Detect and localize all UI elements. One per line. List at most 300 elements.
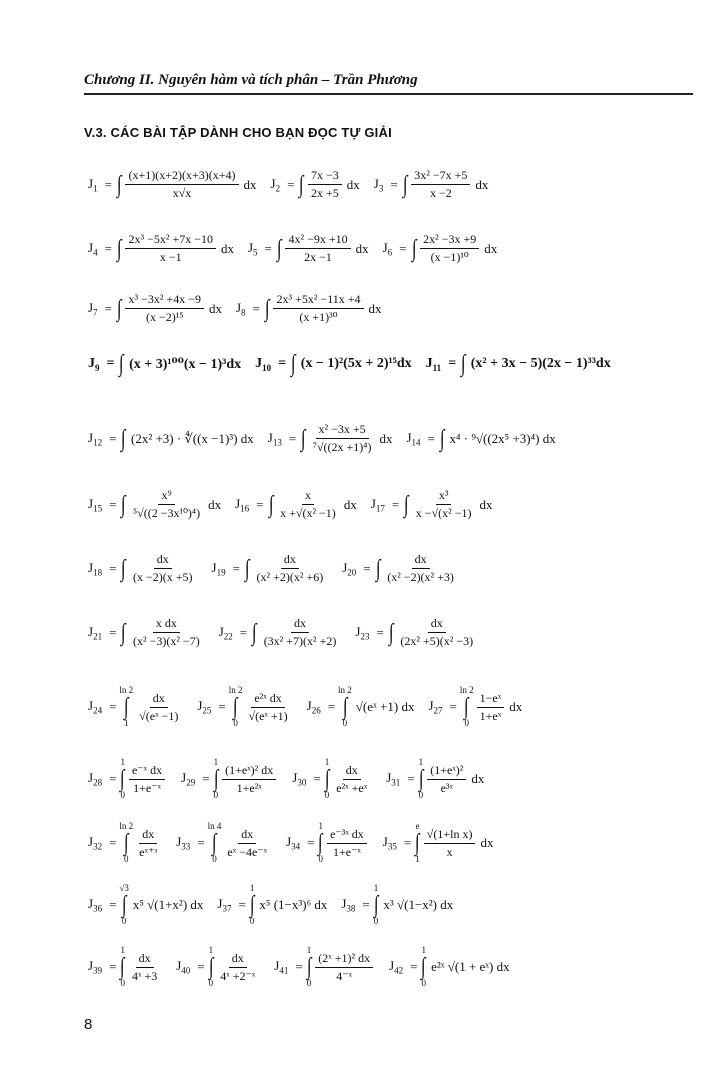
integrand: x³ √(1−x²) dx (383, 897, 454, 912)
equals-sign: = (109, 897, 117, 912)
exercise-row (88, 822, 698, 864)
fraction (285, 232, 350, 265)
lower-limit: 0 (324, 790, 330, 800)
exercise-row (88, 232, 698, 265)
integral-index: 1 (93, 183, 98, 194)
integral-index: 3 (378, 183, 384, 194)
numerator: e⁻ˣ dx (129, 763, 165, 780)
denominator: (x +1)³⁰ (299, 310, 338, 324)
fraction (217, 951, 258, 984)
denominator: e³ˣ (440, 780, 453, 795)
integral-label: $J_{39}$ (88, 958, 103, 976)
integral-label: $J_{19}$ (211, 559, 226, 578)
exercise-row (88, 946, 698, 988)
integral-label: $J_{20}$ (342, 559, 357, 578)
equals-sign: = (410, 959, 418, 974)
integrand: dx (355, 240, 369, 256)
numerator: dx (412, 552, 430, 569)
integral-item (88, 232, 234, 265)
integral-label: $J_7$ (88, 299, 98, 318)
integral-index: 42 (394, 965, 404, 976)
integral-item (219, 616, 342, 649)
upper-limit: 1 (421, 945, 427, 955)
integral-sign: ∫ (318, 830, 324, 856)
integral-index: 33 (181, 841, 191, 852)
fraction (129, 763, 165, 796)
upper-limit: ln 2 (338, 685, 352, 695)
fraction (125, 168, 238, 201)
integral-sign: ∫ (252, 619, 257, 646)
integral-index: 27 (433, 705, 443, 716)
equals-sign: = (407, 771, 415, 786)
integral-label: $J_2$ (270, 175, 281, 194)
fraction (411, 168, 470, 201)
integral-limits (420, 946, 427, 988)
integral-sign: ∫ (208, 954, 214, 980)
numerator: 2x² −3x +9 (420, 232, 479, 249)
integrand: dx (243, 176, 257, 192)
integrand: (x − 1)²(5x + 2)¹⁵dx (300, 356, 412, 371)
equals-sign: = (252, 300, 260, 316)
upper-limit: 1 (213, 757, 219, 767)
integral-index: 6 (387, 247, 393, 258)
denominator: (2x² +5)(x² −3) (400, 634, 474, 648)
numerator: dx (291, 616, 309, 633)
integral-label: $J_{25}$ (197, 698, 212, 716)
integrand: x⁴ · ⁹√((2x⁵ +3)⁴) dx (449, 430, 556, 446)
exercise-row (88, 552, 698, 585)
equals-sign: = (288, 430, 297, 446)
equals-sign: = (202, 771, 210, 786)
numerator: 7x −3 (308, 168, 342, 185)
integral-item (341, 884, 453, 926)
integrand: dx (475, 176, 489, 192)
denominator: 4ˣ +2⁻ˣ (220, 968, 256, 983)
fraction (136, 691, 181, 724)
integrand: dx (509, 699, 523, 714)
integral-sign: ∫ (324, 766, 330, 792)
integral-item (88, 686, 183, 728)
integral-item (383, 822, 494, 864)
integrand: dx (343, 496, 357, 512)
fraction (273, 292, 363, 325)
fraction (245, 691, 290, 724)
integral-item (426, 352, 611, 376)
integrand: dx (208, 300, 222, 316)
equals-sign: = (313, 771, 321, 786)
equals-sign: = (327, 699, 336, 714)
exercise-row (88, 168, 698, 201)
equals-sign: = (448, 356, 457, 371)
numerator: e⁻³ˣ dx (327, 827, 367, 844)
integral-sign: ∫ (116, 171, 122, 198)
numerator: dx (229, 951, 247, 968)
fraction (130, 616, 203, 649)
denominator: x +√(x² −1) (280, 506, 336, 520)
equals-sign: = (109, 835, 117, 850)
equals-sign: = (109, 959, 117, 974)
exercise-row (88, 292, 698, 325)
fraction (397, 616, 476, 649)
integral-index: 16 (240, 503, 250, 514)
upper-limit: ln 2 (459, 685, 474, 695)
integral-item (88, 884, 203, 926)
equals-sign: = (287, 176, 295, 192)
numerator: dx (139, 827, 157, 844)
integral-sign: ∫ (301, 425, 306, 452)
equals-sign: = (403, 835, 412, 850)
denominator: x −2 (429, 186, 452, 200)
integral-label: $J_1$ (88, 175, 98, 194)
lower-limit: 0 (421, 978, 427, 988)
integral-item (268, 422, 393, 455)
integral-limits (119, 686, 133, 728)
integral-index: 28 (93, 777, 103, 788)
integral-sign: ∫ (291, 351, 296, 377)
fraction (224, 827, 270, 860)
integral-index: 15 (93, 503, 103, 514)
integral-limits (460, 686, 474, 728)
denominator: √(eˣ −1) (139, 708, 179, 723)
integral-label: $J_{26}$ (306, 698, 321, 716)
integrand: dx (471, 771, 485, 786)
integrand: dx (379, 430, 393, 446)
integral-item (88, 946, 162, 988)
integral-item (217, 884, 327, 926)
integral-item (88, 168, 257, 201)
fraction (130, 552, 196, 585)
denominator: √(eˣ +1) (248, 708, 288, 723)
denominator: eˣ⁺ᶟ (139, 844, 158, 859)
denominator: ⁵√((2 −3x¹⁰)⁴) (132, 506, 201, 520)
integral-item (406, 427, 555, 451)
integral-limits (208, 946, 215, 988)
equals-sign: = (109, 771, 117, 786)
integral-item (197, 686, 292, 728)
integrand: dx (368, 300, 382, 316)
integral-item (212, 552, 329, 585)
equals-sign: = (295, 959, 303, 974)
denominator: (x −1)¹⁰ (430, 250, 469, 264)
upper-limit: 1 (120, 757, 125, 767)
integral-item (88, 292, 222, 325)
upper-limit: 1 (306, 945, 312, 955)
denominator: (3x² +7)(x² +2) (263, 634, 337, 648)
integral-item (176, 822, 272, 864)
numerator: dx (136, 951, 154, 968)
upper-limit: e (415, 821, 420, 831)
equals-sign: = (197, 835, 205, 850)
integral-item (374, 168, 489, 201)
denominator: (x² −3)(x² −7) (132, 634, 200, 648)
integral-limits (324, 758, 331, 800)
exercise-row (88, 616, 698, 649)
lower-limit: 0 (373, 916, 379, 926)
denominator: 4ˣ +3 (131, 968, 158, 983)
integral-item (271, 168, 360, 201)
equals-sign: = (109, 560, 117, 576)
integral-label: $J_4$ (88, 239, 98, 258)
upper-limit: 1 (318, 821, 324, 831)
integrand: x⁵ (1−x³)⁶ dx (259, 897, 328, 912)
integral-index: 17 (375, 503, 385, 514)
integral-label: $J_{33}$ (176, 834, 191, 852)
equals-sign: = (278, 356, 287, 371)
integral-sign: ∫ (213, 766, 219, 792)
equals-sign: = (238, 897, 246, 912)
integral-sign: ∫ (249, 892, 255, 918)
fraction (254, 552, 327, 585)
numerator: (x+1)(x+2)(x+3)(x+4) (125, 168, 238, 185)
integral-sign: ∫ (121, 491, 126, 518)
numerator: x⁹ (158, 488, 174, 505)
integrand: √(eˣ +1) dx (355, 699, 415, 714)
lower-limit: 0 (208, 978, 214, 988)
integral-label: $J_5$ (247, 239, 258, 258)
integral-label: $J_8$ (235, 299, 246, 318)
integral-index: 36 (93, 903, 103, 914)
lower-limit: 0 (464, 718, 469, 728)
integral-index: 2 (275, 183, 281, 194)
integral-sign: ∫ (415, 830, 420, 856)
integral-limits (338, 686, 352, 728)
lower-limit: 0 (121, 916, 127, 926)
integral-label: $J_{38}$ (341, 896, 356, 914)
integrand: dx (346, 176, 360, 192)
denominator: (x² +2)(x² +6) (256, 570, 324, 584)
integrand: (x² + 3x − 5)(2x − 1)³³dx (470, 356, 611, 371)
integrand: dx (208, 496, 222, 512)
integral-item (383, 232, 498, 265)
denominator: 1+e²ˣ (236, 780, 262, 795)
integral-index: 12 (93, 437, 103, 448)
equals-sign: = (197, 959, 205, 974)
equals-sign: = (104, 176, 112, 192)
integral-item (307, 686, 415, 728)
integral-label: $J_{21}$ (88, 623, 103, 642)
lower-limit: 0 (213, 790, 219, 800)
numerator: dx (238, 827, 256, 844)
equals-sign: = (449, 699, 457, 714)
denominator: 1+eˣ (479, 708, 502, 723)
integral-index: 5 (253, 247, 258, 258)
integral-index: 25 (202, 705, 212, 716)
integral-index: 32 (93, 841, 103, 852)
integral-index: 19 (216, 567, 226, 578)
integral-item (88, 616, 205, 649)
integrand: (x + 3)¹⁰⁰(x − 1)³dx (129, 356, 242, 372)
integral-sign: ∫ (120, 766, 125, 792)
lower-limit: 1 (124, 718, 129, 728)
denominator: x −1 (159, 250, 182, 264)
integral-sign: ∫ (388, 619, 394, 646)
denominator: x√x (172, 186, 192, 200)
denominator: x (446, 844, 453, 859)
upper-limit: 1 (324, 757, 330, 767)
fraction (308, 168, 342, 201)
denominator: 2x −1 (304, 250, 332, 264)
integral-limits (119, 946, 126, 988)
equals-sign: = (363, 560, 371, 576)
integral-sign: ∫ (299, 171, 305, 198)
integral-label: $J_{41}$ (274, 958, 289, 976)
integral-index: 10 (262, 362, 272, 373)
integral-index: 34 (291, 841, 301, 852)
integral-index: 39 (93, 965, 103, 976)
fraction (136, 827, 160, 860)
fraction (277, 488, 339, 521)
integral-sign: ∫ (121, 892, 127, 918)
lower-limit: 0 (212, 854, 217, 864)
integrand: e²ˣ √(1 + eˣ) dx (431, 959, 510, 974)
integral-item (88, 488, 221, 521)
denominator: 1+e⁻ˣ (332, 844, 361, 859)
integral-index: 21 (93, 631, 103, 642)
integral-item (176, 946, 260, 988)
equals-sign: = (390, 176, 398, 192)
integral-label: $J_{14}$ (406, 429, 421, 448)
integral-index: 41 (279, 965, 289, 976)
upper-limit: ln 2 (119, 685, 134, 695)
integral-limits (119, 758, 126, 800)
denominator: 2x +5 (311, 186, 339, 200)
equals-sign: = (256, 496, 264, 512)
numerator: 3x² −7x +5 (411, 168, 470, 185)
integral-sign: ∫ (244, 555, 250, 582)
integral-label: $J_{16}$ (235, 495, 250, 514)
integral-sign: ∫ (439, 425, 445, 452)
integral-index: 8 (241, 307, 246, 318)
integral-label: $J_{32}$ (88, 834, 103, 852)
integral-sign: ∫ (421, 954, 427, 980)
integral-index: 26 (311, 705, 321, 716)
integral-sign: ∫ (418, 766, 424, 792)
integrand: (2x² +3) · ∜((x −1)³) dx (130, 430, 254, 446)
fraction (477, 691, 505, 724)
numerator: 2x³ +5x² −11x +4 (273, 292, 363, 309)
exercise-row (88, 758, 698, 800)
upper-limit: √3 (119, 883, 129, 893)
lower-limit: 0 (120, 790, 125, 800)
integral-item (88, 352, 241, 376)
integral-index: 23 (360, 631, 370, 642)
numerator: 4x² −9x +10 (285, 232, 350, 249)
fraction (427, 763, 466, 796)
integral-limits (418, 758, 425, 800)
integral-label: $J_{35}$ (382, 834, 397, 852)
integral-index: 35 (387, 841, 397, 852)
upper-limit: 1 (373, 883, 379, 893)
integral-sign: ∫ (123, 694, 129, 720)
fraction (130, 488, 203, 521)
integral-label: $J_{29}$ (181, 770, 196, 788)
integral-label: $J_{17}$ (370, 495, 385, 514)
integral-label: $J_{12}$ (88, 429, 103, 448)
fraction (384, 552, 457, 585)
lower-limit: 0 (318, 854, 324, 864)
integral-index: 31 (391, 777, 401, 788)
integral-label: $J_{27}$ (428, 698, 443, 716)
integral-index: 37 (222, 903, 232, 914)
equals-sign: = (239, 624, 248, 640)
fraction (327, 827, 367, 860)
integral-label: $J_9$ (88, 355, 100, 373)
integrand: dx (479, 496, 493, 512)
numerator: x³ −3x² +4x −9 (125, 292, 204, 309)
equals-sign: = (264, 240, 272, 256)
upper-limit: 1 (249, 883, 255, 893)
exercise-row (88, 488, 698, 521)
denominator: e²ˣ +eˣ (336, 780, 368, 795)
integral-sign: ∫ (212, 830, 217, 856)
integrand: dx (220, 240, 234, 256)
equals-sign: = (391, 496, 400, 512)
integral-item (236, 292, 382, 325)
lower-limit: 0 (249, 916, 255, 926)
integral-index: 29 (186, 777, 196, 788)
integral-item (248, 232, 369, 265)
fraction (261, 616, 340, 649)
upper-limit: ln 2 (119, 821, 134, 831)
equals-sign: = (362, 897, 370, 912)
numerator: dx (281, 552, 299, 569)
integral-label: $J_{18}$ (88, 559, 103, 578)
numerator: x³ (436, 488, 452, 505)
upper-limit: ln 4 (207, 821, 222, 831)
lower-limit: 0 (233, 718, 238, 728)
denominator: x −√(x² −1) (415, 506, 472, 520)
integral-item (88, 758, 167, 800)
lower-limit: 0 (124, 854, 129, 864)
header-rule (84, 93, 693, 95)
lower-limit: 0 (120, 978, 125, 988)
numerator: x (302, 488, 314, 505)
numerator: x² −3x +5 (316, 422, 369, 439)
integral-sign: ∫ (123, 830, 129, 856)
integral-item (342, 552, 459, 585)
integral-index: 14 (411, 437, 421, 448)
integral-index: 40 (181, 965, 191, 976)
integral-sign: ∫ (402, 171, 408, 198)
integral-item (274, 946, 375, 988)
integral-limits (119, 822, 133, 864)
equals-sign: = (104, 240, 112, 256)
integral-limits (119, 884, 128, 926)
numerator: dx (428, 616, 446, 633)
integral-item (181, 758, 278, 800)
integral-label: $J_{37}$ (217, 896, 232, 914)
integral-sign: ∫ (116, 235, 122, 262)
numerator: (2ˣ +1)² dx (315, 951, 373, 968)
denominator: eˣ −4e⁻ˣ (227, 844, 268, 859)
integral-sign: ∫ (121, 619, 126, 646)
upper-limit: 1 (120, 945, 125, 955)
integral-label: $J_{15}$ (88, 495, 103, 514)
equals-sign: = (109, 496, 117, 512)
fraction (125, 292, 204, 325)
equals-sign: = (106, 356, 115, 371)
numerator: √(1+ln x) (424, 827, 476, 844)
denominator: ⁷√((2x +1)⁴) (312, 440, 372, 454)
equals-sign: = (232, 560, 240, 576)
equals-sign: = (104, 300, 112, 316)
equals-sign: = (109, 430, 117, 446)
integral-item (389, 946, 510, 988)
integral-limits (229, 686, 243, 728)
integral-index: 18 (93, 567, 103, 578)
integral-index: 11 (432, 362, 442, 373)
integral-index: 13 (272, 437, 282, 448)
